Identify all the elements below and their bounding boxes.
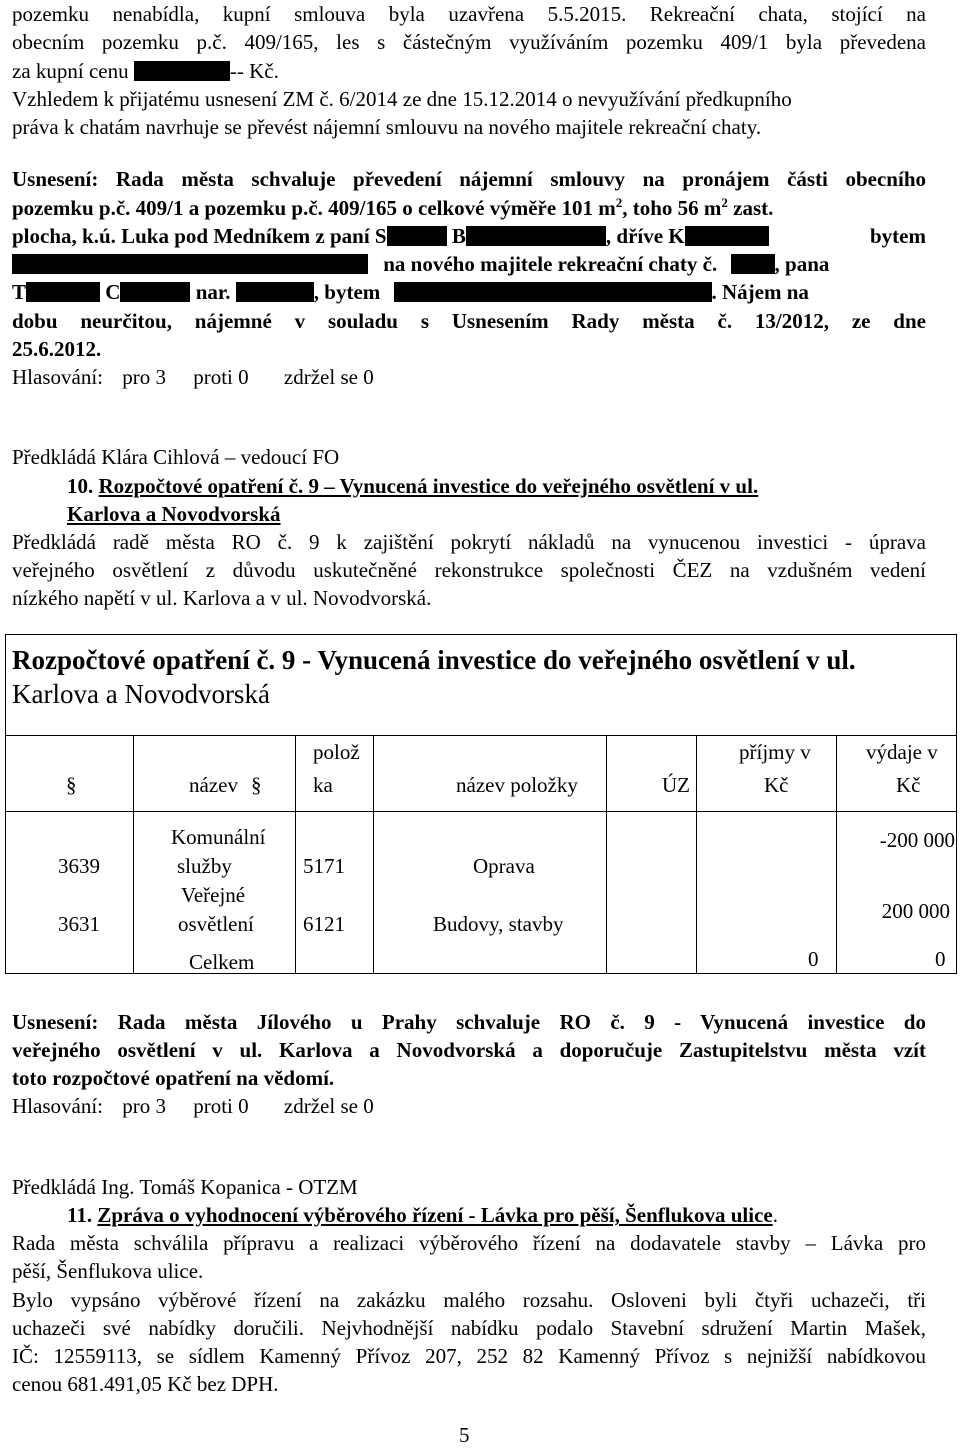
- header-income: příjmy v: [739, 740, 811, 764]
- header-income: Kč: [764, 773, 789, 797]
- cell-item: 5171: [303, 854, 345, 878]
- cell-expense: -200 000: [879, 828, 955, 852]
- agenda-item-title: 10. Rozpočtové opatření č. 9 – Vynucená investice do veřejného osvětlení v ul.: [67, 474, 759, 498]
- text-line: práva k chatám navrhuje se převést nájemní smlouvu na nového majitele rekreační chaty.: [12, 115, 762, 139]
- resolution-line: Usnesení: Rada města Jílového u Prahy schvaluje RO č. 9 - Vynucená investice do: [12, 1010, 926, 1034]
- resolution-line: pozemku p.č. 409/1 a pozemku p.č. 409/165 o celkové výměře 101 $m^2$, toho 56 $m^2$ zast.: [12, 195, 774, 220]
- cell-item-name: Oprava: [473, 854, 535, 878]
- text-line: uchazeči své nabídky doručili. Nejvhodnější nabídku podalo Stavební sdružení Martin Mašek,: [12, 1316, 926, 1340]
- cell-item: 6121: [303, 912, 345, 936]
- agenda-item-title: Karlova a Novodvorská: [67, 502, 281, 526]
- cell-paragraph: 3639: [58, 854, 100, 878]
- header-paragraph: §: [66, 773, 77, 797]
- text-line: IČ: 12559113, se sídlem Kamenný Přívoz 207, 252 82 Kamenný Přívoz s nejnižší nabídkovou: [12, 1344, 926, 1368]
- redaction-block: [387, 226, 447, 246]
- redaction-block: [26, 282, 100, 302]
- text-line: Vzhledem k přijatému usnesení ZM č. 6/2014 ze dne 15.12.2014 o nevyužívání předkupního: [12, 87, 792, 111]
- cell-expense: 200 000: [881, 899, 950, 923]
- redaction-block: [731, 254, 775, 274]
- text-line: Předkládá radě města RO č. 9 k zajištění pokrytí nákladů na vynucenou investici - úprava: [12, 530, 926, 554]
- resolution-line: dobu neurčitou, nájemné v souladu s Usnesením Rady města č. 13/2012, ze dne: [12, 309, 926, 333]
- resolution-line: veřejného osvětlení v ul. Karlova a Novodvorská a doporučuje Zastupitelstvu města vzít: [12, 1038, 926, 1062]
- header-expense: výdaje v: [866, 740, 938, 764]
- cell-paragraph: 3631: [58, 912, 100, 936]
- text-line: Bylo vypsáno výběrové řízení na zakázku malého rozsahu. Osloveni byli čtyři uchazeči, tři: [12, 1288, 926, 1312]
- budget-measure-title: Rozpočtové opatření č. 9 - Vynucená investice do veřejného osvětlení v ul.: [12, 645, 856, 675]
- header-item: ka: [313, 773, 333, 797]
- header-item-name: název položky: [456, 773, 578, 797]
- resolution-line: Usnesení: Rada města schvaluje převedení nájemní smlouvy na pronájem části obecního: [12, 167, 926, 191]
- text-line: obecním pozemku p.č. 409/165, les s částečným využíváním pozemku 409/1 byla převedena: [12, 30, 926, 54]
- redaction-block: [236, 282, 314, 302]
- header-paragraph: §: [251, 773, 262, 797]
- redaction-block: [134, 61, 230, 81]
- cell-item-name: Budovy, stavby: [433, 912, 564, 936]
- redaction-block: [12, 254, 368, 274]
- redaction-block: [685, 226, 769, 246]
- text-line: za kupní cenu -- Kč.: [12, 59, 279, 83]
- cell-name: osvětlení: [178, 912, 254, 936]
- budget-measure-box: [5, 634, 957, 974]
- resolution-line: toto rozpočtové opatření na vědomí.: [12, 1066, 335, 1090]
- cell-name: Veřejné: [181, 883, 246, 907]
- resolution-line: plocha, k.ú. Luka pod Medníkem z paní S B , dříve K bytem: [12, 224, 926, 248]
- budget-measure-title: Karlova a Novodvorská: [12, 679, 270, 709]
- vote-line: Hlasování: pro 3 proti 0 zdržel se 0: [12, 1094, 374, 1118]
- page-number: 5: [459, 1423, 470, 1447]
- total-expense: 0: [935, 947, 946, 971]
- resolution-line: na nového majitele rekreační chaty č. , pana: [12, 250, 926, 278]
- text-line: nízkého napětí v ul. Karlova a v ul. Novodvorská.: [12, 586, 432, 610]
- text-line: pěší, Šenflukova ulice.: [12, 1259, 204, 1283]
- text-line: veřejného osvětlení z důvodu uskutečněné rekonstrukce společnosti ČEZ na vzdušném vedení: [12, 558, 926, 582]
- agenda-item-title: 11. Zpráva o vyhodnocení výběrového řízení - Lávka pro pěší, Šenflukova ulice.: [67, 1203, 778, 1227]
- presenter-line: Předkládá Ing. Tomáš Kopanica - OTZM: [12, 1175, 358, 1199]
- vote-line: Hlasování: pro 3 proti 0 zdržel se 0: [12, 365, 374, 389]
- resolution-line: T C nar. , bytem . Nájem na: [12, 280, 809, 304]
- text-line: pozemku nenabídla, kupní smlouva byla uzavřena 5.5.2015. Rekreační chata, stojící na: [12, 2, 926, 26]
- redaction-block: [120, 282, 190, 302]
- redaction-block: [394, 282, 712, 302]
- text-line: Rada města schválila přípravu a realizaci výběrového řízení na dodavatele stavby – Lávka pro: [12, 1231, 926, 1255]
- total-income: 0: [808, 947, 819, 971]
- header-name: název: [189, 773, 238, 797]
- resolution-line: 25.6.2012.: [12, 337, 102, 361]
- cell-name: služby: [177, 854, 232, 878]
- header-item: polož: [313, 740, 360, 764]
- header-expense: Kč: [896, 773, 921, 797]
- total-label: Celkem: [189, 950, 255, 974]
- text-line: cenou 681.491,05 Kč bez DPH.: [12, 1372, 279, 1396]
- header-uz: ÚZ: [662, 773, 690, 797]
- cell-name: Komunální: [171, 825, 266, 849]
- redaction-block: [466, 226, 606, 246]
- presenter-line: Předkládá Klára Cihlová – vedoucí FO: [12, 445, 340, 469]
